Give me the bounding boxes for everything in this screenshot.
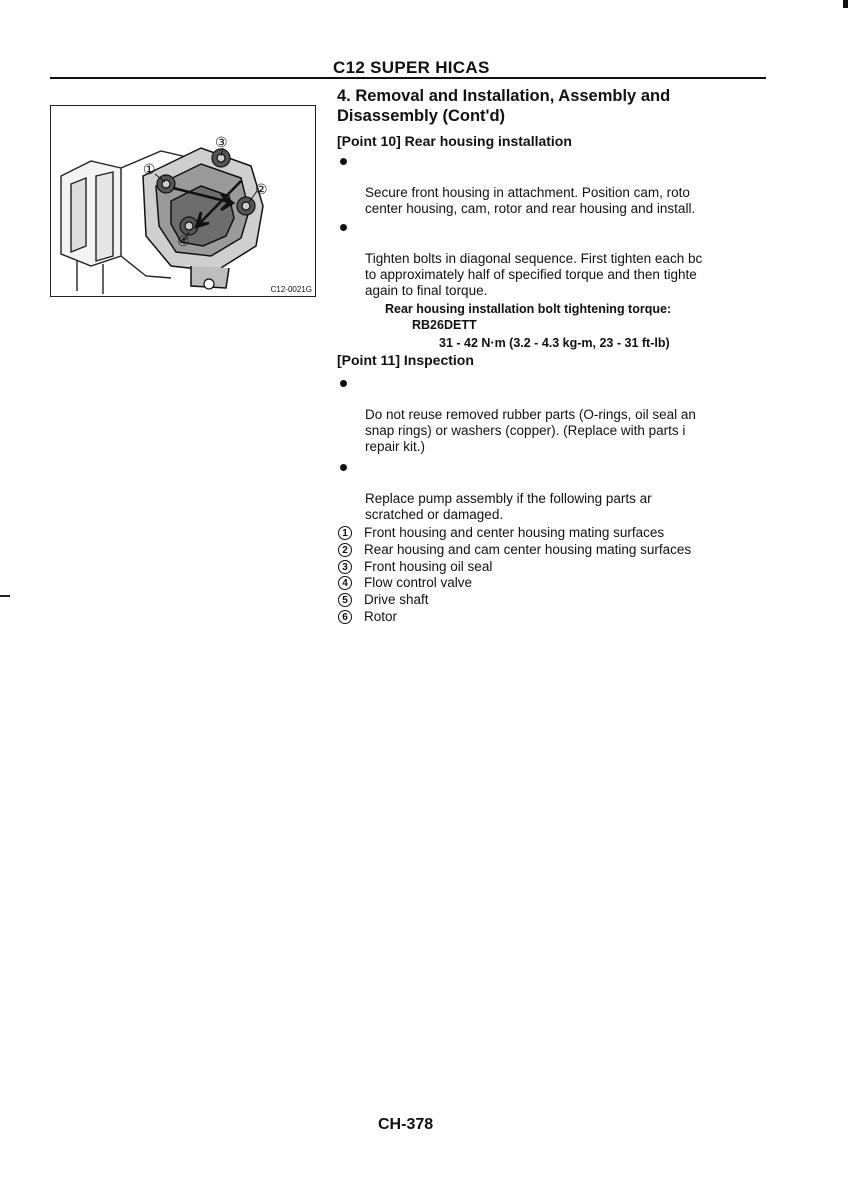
item-text: Rotor — [364, 608, 398, 624]
callout-2: ② — [255, 181, 268, 197]
list-item — [337, 153, 767, 217]
pump-illustration — [50, 105, 316, 297]
bullet-text: Do not reuse removed rubber parts (O-rings, oil seal an snap rings) or washers (copper). (Replace with parts i repair kit.) — [365, 407, 696, 454]
list-item — [337, 459, 767, 523]
inspection-item — [337, 575, 767, 592]
number-badge: 3 — [338, 560, 352, 574]
bullet-icon — [340, 158, 347, 165]
inspection-item — [337, 592, 767, 609]
number-badge: 2 — [338, 543, 352, 557]
item-text: Drive shaft — [364, 592, 429, 608]
bullet-icon — [340, 464, 347, 471]
inspection-item — [337, 525, 767, 542]
callout-1: ① — [143, 161, 156, 177]
section-title: C12 SUPER HICAS — [333, 58, 490, 77]
item-text: Front housing and center housing mating surfaces — [364, 525, 665, 540]
torque-label: Rear housing installation bolt tightening torque: — [385, 302, 672, 316]
section-heading-line-1: 4. Removal and Installation, Assembly and — [337, 87, 671, 105]
inspection-item — [337, 542, 767, 559]
content-column — [337, 86, 767, 626]
torque-value: 31 - 42 N·m (3.2 - 4.3 kg-m, 23 - 31 ft-lb) — [439, 336, 670, 350]
list-item — [337, 219, 767, 299]
bullet-icon — [340, 224, 347, 231]
page-number: CH-378 — [378, 1116, 434, 1133]
item-text: Front housing oil seal — [364, 558, 493, 574]
point-11-list — [337, 375, 767, 523]
point-11-title: [Point 11] Inspection — [337, 352, 474, 368]
margin-mark — [0, 595, 10, 597]
bullet-icon — [340, 380, 347, 387]
figure-code: C12-0021G — [270, 285, 312, 294]
inspection-item — [337, 609, 767, 626]
number-badge: 4 — [338, 576, 352, 590]
bullet-text: Secure front housing in attachment. Position cam, roto center housing, cam, rotor and rear housing and install. — [365, 185, 696, 216]
header-rule — [50, 77, 766, 79]
pump-drawing — [51, 106, 316, 297]
list-item — [337, 375, 767, 455]
torque-model: RB26DETT — [412, 318, 477, 332]
item-text: Flow control valve — [364, 575, 473, 591]
callout-4: ④ — [177, 233, 190, 249]
item-text: Rear housing and cam center housing mating surfaces — [364, 541, 692, 557]
point-10-list — [337, 153, 767, 299]
inspection-items — [337, 525, 767, 626]
section-heading-line-2: Disassembly (Cont'd) — [337, 107, 506, 125]
number-badge: 5 — [338, 593, 352, 607]
point-10-title: [Point 10] Rear housing installation — [337, 133, 572, 149]
callout-3: ③ — [215, 134, 228, 150]
number-badge: 6 — [338, 610, 352, 624]
inspection-item — [337, 559, 767, 576]
number-badge: 1 — [338, 526, 352, 540]
bullet-text: Tighten bolts in diagonal sequence. First tighten each bc to approximately half of specified torque and then tighte again to final torque. — [365, 251, 703, 298]
page-corner-mark — [843, 0, 848, 8]
bullet-text: Replace pump assembly if the following parts ar scratched or damaged. — [365, 491, 652, 522]
